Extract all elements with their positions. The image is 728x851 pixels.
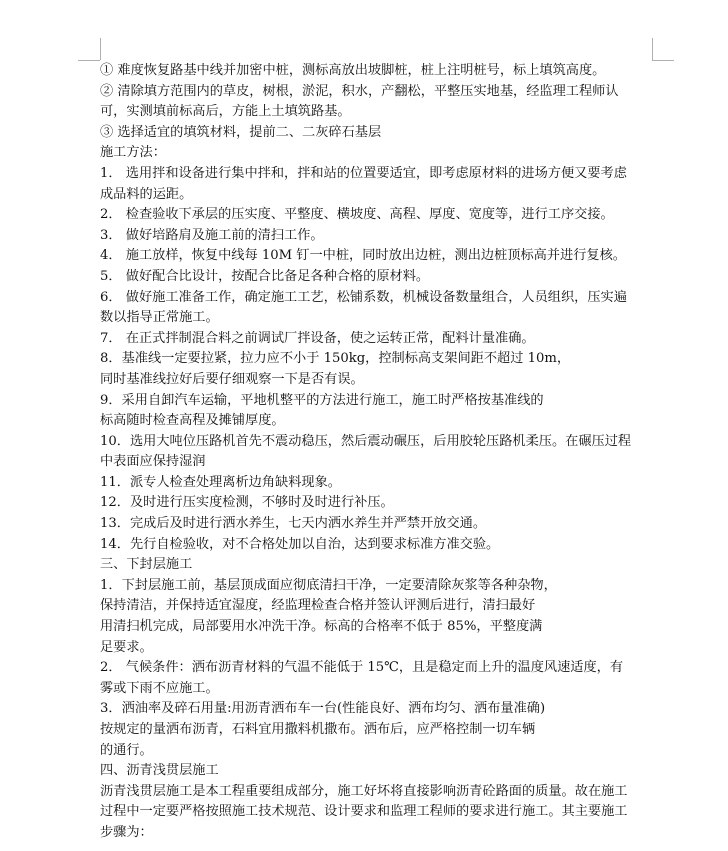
text-line: 11．派专人检查处理离析边角缺料现象。 bbox=[100, 474, 341, 490]
text-line: ① 难度恢复路基中线并加密中桩，测标高放出坡脚桩，桩上注明桩号，标上填筑高度。 bbox=[100, 63, 606, 78]
crop-mark-top-left-vertical bbox=[100, 38, 101, 60]
text-line: 成品料的运距。 bbox=[100, 186, 193, 202]
text-line: 14．先行自检验收，对不合格处加以自治，达到要求标准方准交验。 bbox=[100, 536, 500, 552]
text-line: 保持清洁，并保持适宜湿度，经监理检查合格并签认评测后进行，清扫最好 bbox=[100, 598, 536, 614]
text-line: 12．及时进行压实度检测，不够时及时进行补压。 bbox=[100, 495, 394, 511]
text-line: 5． 做好配合比设计，按配合比备足各种合格的原材料。 bbox=[100, 268, 430, 284]
text-line: 雾或下雨不应施工。 bbox=[100, 680, 219, 696]
text-line: 按规定的量洒布沥青，石料宜用撒料机撒布。洒布后，应严格控制一切车辆 bbox=[100, 722, 536, 737]
text-line: 2． 气候条件：洒布沥青材料的气温不能低于 15℃，且是稳定而上升的温度风速适度，有 bbox=[100, 660, 624, 676]
text-line: 4． 施工放样，恢复中线每 10M 钉一中桩，同时放出边桩，测出边桩顶标高并进行复核。 bbox=[100, 248, 626, 264]
text-line: ② 清除填方范围内的草皮，树根，淤泥，积水，产翻松，平整压实地基，经监理工程师认 bbox=[100, 83, 619, 99]
crop-mark-top-left-horizontal bbox=[78, 60, 100, 61]
text-line: 沥青浅贯层施工是本工程重要组成部分，施工好坏将直接影响沥青砼路面的质量。故在施工 bbox=[100, 783, 628, 799]
text-line: 同时基准线拉好后要仔细观察一下是否有误。 bbox=[100, 371, 364, 387]
text-line: 3．洒油率及碎石用量:用沥青洒布车一台(性能良好、洒布均匀、洒布量准确) bbox=[100, 701, 546, 717]
text-line: 标高随时检查高程及摊铺厚度。 bbox=[100, 413, 285, 429]
document-body bbox=[100, 61, 660, 844]
text-line: 3． 做好培路肩及施工前的清扫工作。 bbox=[100, 227, 324, 243]
text-line: 步骤为： bbox=[100, 824, 153, 840]
text-line: 7． 在正式拌制混合料之前调试厂拌设备，使之运转正常，配料计量准确。 bbox=[100, 330, 535, 346]
section-heading: 四、沥青浅贯层施工 bbox=[100, 763, 219, 779]
text-line: 2． 检查验收下承层的压实度、平整度、横坡度、高程、厚度、宽度等，进行工序交接。 bbox=[100, 207, 614, 223]
text-line: 8．基准线一定要拉紧，拉力应不小于 150kg，控制标高支架间距不超过 10m， bbox=[100, 351, 571, 367]
section-heading: 三、下封层施工 bbox=[100, 557, 193, 573]
text-line: 数以指导正常施工。 bbox=[100, 310, 219, 326]
crop-mark-top-right-vertical bbox=[652, 38, 653, 60]
text-line: 10．选用大吨位压路机首先不震动稳压，然后震动碾压，后用胶轮压路机柔压。在碾压过程 bbox=[100, 433, 632, 449]
text-line: 1． 选用拌和设备进行集中拌和，拌和站的位置要适宜，即考虑原材料的进场方便又要考虑 bbox=[100, 165, 627, 181]
text-line: 9．采用自卸汽车运输，平地机整平的方法进行施工，施工时严格按基准线的 bbox=[100, 392, 544, 408]
text-line: 13．完成后及时进行洒水养生，七天内洒水养生并严禁开放交通。 bbox=[100, 516, 487, 532]
text-line: 过程中一定要严格按照施工技术规范、设计要求和监理工程师的要求进行施工。其主要施工 bbox=[100, 804, 628, 820]
text-line: ③ 选择适宜的填筑材料，提前二、二灰碎石基层 bbox=[100, 124, 382, 140]
text-line: 施工方法： bbox=[100, 145, 166, 161]
text-line: 的通行。 bbox=[100, 742, 153, 758]
text-line: 可，实测填前标高后，方能上土填筑路基。 bbox=[100, 104, 351, 120]
text-line: 6． 做好施工准备工作，确定施工工艺，松铺系数，机械设备数量组合，人员组织，压实遍 bbox=[100, 289, 627, 305]
text-line: 1．下封层施工前，基层顶成面应彻底清扫干净，一定要清除灰浆等各种杂物， bbox=[100, 577, 557, 593]
text-line: 用清扫机完成，局部要用水冲洗干净。标高的合格率不低于 85%，平整度满 bbox=[100, 619, 543, 635]
text-line: 足要求。 bbox=[100, 639, 153, 655]
text-line: 中表面应保持湿润 bbox=[100, 454, 206, 470]
